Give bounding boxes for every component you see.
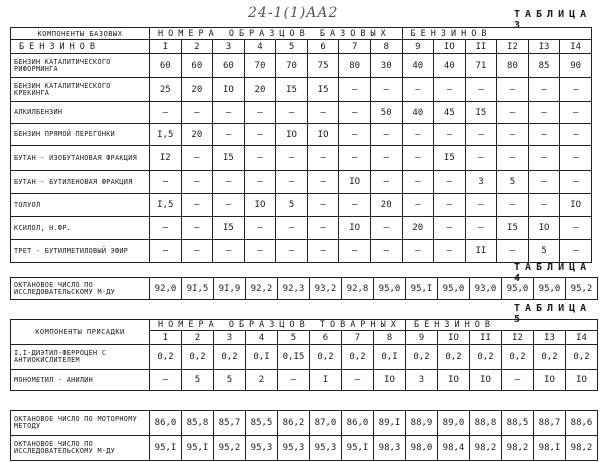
row-label: АЛКИЛБЕНЗИН (11, 102, 150, 124)
value-cell: 5 (276, 194, 308, 217)
sample-number: IO (438, 331, 470, 345)
component-row (11, 102, 592, 124)
value-cell: 92,2 (246, 278, 278, 300)
value-cell: – (150, 370, 182, 391)
value-cell: 98,I (534, 436, 566, 461)
value-cell: – (402, 78, 434, 102)
value-cell: 0,2 (438, 345, 470, 370)
value-cell: 0,2 (502, 345, 534, 370)
additive-components-table (10, 319, 598, 391)
value-cell: I5 (276, 78, 308, 102)
value-cell: 20 (370, 194, 402, 217)
value-cell: 5 (528, 240, 560, 263)
value-cell: – (465, 124, 497, 146)
sample-number: I4 (566, 331, 598, 345)
value-cell: 93,0 (470, 278, 502, 300)
row-label: БУТАН - ИЗОБУТАНОВАЯ ФРАКЦИЯ (11, 146, 150, 171)
value-cell: I2 (150, 146, 182, 171)
sample-number: 2 (182, 331, 214, 345)
sample-numbers-span-header: НОМЕРА ОБРАЗЦОВ БАЗОВЫХ (150, 28, 403, 40)
value-cell: 95,I (182, 436, 214, 461)
column-header-components: КОМПОНЕНТЫ БАЗОВЫХ (11, 28, 150, 40)
sample-number: I2 (497, 40, 529, 54)
sample-numbers-span-header-continued: БЕНЗИНОВ (402, 28, 592, 40)
value-cell: – (402, 171, 434, 194)
value-cell: 0,2 (310, 345, 342, 370)
value-cell: – (560, 217, 592, 240)
sample-number: II (465, 40, 497, 54)
value-cell: 95,0 (438, 278, 470, 300)
value-cell: – (339, 194, 371, 217)
value-cell: – (528, 124, 560, 146)
value-cell: – (528, 78, 560, 102)
row-label: ОКТАНОВОЕ ЧИСЛО ПО ИССЛЕДОВАТЕЛЬСКОМУ М-ДУ (11, 278, 150, 300)
value-cell: 85,8 (182, 411, 214, 436)
value-cell: 95,2 (566, 278, 598, 300)
value-cell: – (434, 124, 466, 146)
value-cell: – (213, 124, 245, 146)
value-cell: 0,2 (566, 345, 598, 370)
sample-number: 4 (244, 40, 276, 54)
value-cell: 88,6 (566, 411, 598, 436)
row-label: ОКТАНОВОЕ ЧИСЛО ПО МОТОРНОМУ МЕТОДУ (11, 411, 150, 436)
value-cell: – (244, 217, 276, 240)
value-cell: 85,5 (246, 411, 278, 436)
sample-number: I3 (534, 331, 566, 345)
value-cell: I (310, 370, 342, 391)
value-cell: – (370, 171, 402, 194)
row-label: ТОЛУОЛ (11, 194, 150, 217)
value-cell: I,5 (150, 124, 182, 146)
component-row (11, 240, 592, 263)
value-cell: – (339, 102, 371, 124)
value-cell: 60 (213, 54, 245, 78)
value-cell: 70 (276, 54, 308, 78)
value-cell: – (213, 102, 245, 124)
value-cell: – (276, 102, 308, 124)
sample-number: 5 (276, 40, 308, 54)
value-cell: 45 (434, 102, 466, 124)
value-cell: 9I,9 (214, 278, 246, 300)
value-cell: IO (374, 370, 406, 391)
value-cell: – (213, 194, 245, 217)
sample-numbers-span-header: НОМЕРА ОБРАЗЦОВ ТОВАРНЫХ (150, 320, 406, 331)
component-row (11, 146, 592, 171)
sample-number: I4 (560, 40, 592, 54)
value-cell: 85,7 (214, 411, 246, 436)
value-cell: – (528, 194, 560, 217)
value-cell: 0,2 (534, 345, 566, 370)
value-cell: I5 (213, 146, 245, 171)
value-cell: – (560, 124, 592, 146)
value-cell: 0,2 (150, 345, 182, 370)
column-header-additives: КОМПОНЕНТЫ ПРИСАДКИ (11, 320, 150, 345)
sample-number: 7 (339, 40, 371, 54)
value-cell: 92,8 (342, 278, 374, 300)
value-cell: – (497, 102, 529, 124)
value-cell: – (244, 124, 276, 146)
value-cell: 92,0 (150, 278, 182, 300)
value-cell: IO (438, 370, 470, 391)
sample-number: 8 (370, 40, 402, 54)
value-cell: 86,0 (150, 411, 182, 436)
value-cell: – (528, 146, 560, 171)
value-cell: – (150, 102, 182, 124)
value-cell: 40 (434, 54, 466, 78)
sample-number: 3 (214, 331, 246, 345)
value-cell: 20 (244, 78, 276, 102)
value-cell: – (244, 146, 276, 171)
value-cell: 60 (181, 54, 213, 78)
value-cell: IO (534, 370, 566, 391)
row-label: БЕНЗИН КАТАЛИТИЧЕСКОГО КРЕКИНГА (11, 78, 150, 102)
value-cell: 60 (150, 54, 182, 78)
commercial-gasoline-octane-table (10, 410, 598, 461)
value-cell: – (497, 124, 529, 146)
value-cell: 0,2 (182, 345, 214, 370)
value-cell: 89,I (374, 411, 406, 436)
value-cell: – (181, 217, 213, 240)
value-cell: 5 (182, 370, 214, 391)
value-cell: IO (470, 370, 502, 391)
sample-number: 6 (310, 331, 342, 345)
table-3-caption: ТАБЛИЦА 5 (514, 303, 592, 325)
value-cell: – (402, 194, 434, 217)
value-cell: 0,I (374, 345, 406, 370)
value-cell: 50 (370, 102, 402, 124)
value-cell: – (370, 217, 402, 240)
value-cell: 98,2 (566, 436, 598, 461)
value-cell: 20 (402, 217, 434, 240)
sample-number: 8 (374, 331, 406, 345)
value-cell: 3 (465, 171, 497, 194)
value-cell: – (181, 102, 213, 124)
value-cell: 75 (307, 54, 339, 78)
value-cell: – (307, 146, 339, 171)
sample-number: I (150, 40, 182, 54)
value-cell: 88,8 (470, 411, 502, 436)
row-label: МОНОМЕТИЛ - АНИЛИН (11, 370, 150, 391)
base-gasoline-octane-table (10, 277, 598, 300)
value-cell: IO (307, 124, 339, 146)
value-cell: 0,I (246, 345, 278, 370)
value-cell: 86,2 (278, 411, 310, 436)
value-cell: 0,I5 (278, 345, 310, 370)
value-cell: 5 (214, 370, 246, 391)
value-cell: – (276, 171, 308, 194)
component-row (11, 217, 592, 240)
value-cell: 20 (181, 124, 213, 146)
value-cell: 5 (497, 171, 529, 194)
value-cell: 0,2 (214, 345, 246, 370)
component-row (11, 171, 592, 194)
value-cell: – (307, 194, 339, 217)
value-cell: 0,2 (342, 345, 374, 370)
value-cell: – (339, 240, 371, 263)
value-cell: 85 (528, 54, 560, 78)
value-cell: – (370, 78, 402, 102)
sample-number: I2 (502, 331, 534, 345)
value-cell: 95,0 (374, 278, 406, 300)
value-cell: – (276, 217, 308, 240)
value-cell: – (465, 217, 497, 240)
number-row (11, 40, 592, 54)
value-cell: – (244, 240, 276, 263)
value-cell: 95,2 (214, 436, 246, 461)
value-cell: I5 (307, 78, 339, 102)
value-cell: – (278, 370, 310, 391)
value-cell: IO (339, 171, 371, 194)
value-cell: – (276, 146, 308, 171)
value-cell: 3 (406, 370, 438, 391)
value-cell: – (402, 146, 434, 171)
value-cell: – (370, 240, 402, 263)
value-cell: IO (560, 194, 592, 217)
value-cell: – (497, 146, 529, 171)
value-cell: 95,I (406, 278, 438, 300)
value-cell: 95,3 (278, 436, 310, 461)
value-cell: – (434, 240, 466, 263)
value-cell: – (560, 102, 592, 124)
component-row (11, 54, 592, 78)
value-cell: – (560, 78, 592, 102)
value-cell: – (213, 171, 245, 194)
value-cell: 98,2 (470, 436, 502, 461)
value-cell: – (402, 124, 434, 146)
value-cell: IO (276, 124, 308, 146)
value-cell: 90 (560, 54, 592, 78)
value-cell: 9I,5 (182, 278, 214, 300)
value-cell: – (276, 240, 308, 263)
value-cell: – (150, 240, 182, 263)
component-row (11, 78, 592, 102)
value-cell: 25 (150, 78, 182, 102)
value-cell: – (434, 194, 466, 217)
value-cell: 2 (246, 370, 278, 391)
sample-number: 9 (406, 331, 438, 345)
value-cell: 71 (465, 54, 497, 78)
value-cell: 30 (370, 54, 402, 78)
value-cell: 80 (339, 54, 371, 78)
sample-number: IO (434, 40, 466, 54)
value-cell: – (244, 171, 276, 194)
value-cell: 98,2 (502, 436, 534, 461)
component-row (11, 124, 592, 146)
value-cell: – (307, 240, 339, 263)
value-cell: 98,4 (438, 436, 470, 461)
value-cell: 92,3 (278, 278, 310, 300)
octane-research-row (11, 278, 598, 300)
value-cell: 88,9 (406, 411, 438, 436)
value-cell: – (307, 171, 339, 194)
value-cell: 20 (181, 78, 213, 102)
sample-number: II (470, 331, 502, 345)
value-cell: – (465, 194, 497, 217)
value-cell: IO (528, 217, 560, 240)
value-cell: – (339, 124, 371, 146)
value-cell: – (370, 146, 402, 171)
value-cell: 95,0 (534, 278, 566, 300)
value-cell: 95,3 (246, 436, 278, 461)
value-cell: 86,0 (342, 411, 374, 436)
octane-row (11, 436, 598, 461)
value-cell: 87,0 (310, 411, 342, 436)
value-cell: – (560, 146, 592, 171)
sample-number: 5 (278, 331, 310, 345)
value-cell: – (307, 102, 339, 124)
sample-numbers-span-header-continued: БЕНЗИНОВ (406, 320, 598, 331)
value-cell: 40 (402, 102, 434, 124)
handwritten-document-number: 24-1(1)AA2 (248, 5, 339, 21)
table-1-caption: ТАБЛИЦА 3 (514, 9, 592, 31)
column-header-gasolines: БЕНЗИНОВ (11, 40, 150, 54)
value-cell: – (339, 78, 371, 102)
value-cell: 98,0 (406, 436, 438, 461)
row-label: КСИЛОЛ, Н.ФР. (11, 217, 150, 240)
row-label: ОКТАНОВОЕ ЧИСЛО ПО ИССЛЕДОВАТЕЛЬСКОМУ М-ДУ (11, 436, 150, 461)
value-cell: – (497, 240, 529, 263)
value-cell: – (434, 78, 466, 102)
value-cell: I5 (434, 146, 466, 171)
value-cell: – (402, 240, 434, 263)
value-cell: – (465, 78, 497, 102)
octane-row (11, 411, 598, 436)
value-cell: – (339, 146, 371, 171)
sample-number: 4 (246, 331, 278, 345)
value-cell: 70 (244, 54, 276, 78)
value-cell: – (150, 217, 182, 240)
sample-number: I3 (528, 40, 560, 54)
value-cell: I5 (497, 217, 529, 240)
sample-number: 3 (213, 40, 245, 54)
value-cell: 95,I (342, 436, 374, 461)
value-cell: 95,3 (310, 436, 342, 461)
value-cell: IO (339, 217, 371, 240)
value-cell: II (465, 240, 497, 263)
row-label: БЕНЗИН ПРЯМОЙ ПЕРЕГОНКИ (11, 124, 150, 146)
sample-number: 6 (307, 40, 339, 54)
value-cell: – (465, 146, 497, 171)
value-cell: 93,2 (310, 278, 342, 300)
value-cell: – (181, 171, 213, 194)
value-cell: – (497, 78, 529, 102)
row-label: БУТАН - БУТИЛЕНОВАЯ ФРАКЦИЯ (11, 171, 150, 194)
value-cell: – (560, 240, 592, 263)
sample-number: 2 (181, 40, 213, 54)
header-row (11, 320, 598, 331)
value-cell: – (342, 370, 374, 391)
row-label: ТРЕТ - БУТИЛМЕТИЛОВЫЙ ЭФИР (11, 240, 150, 263)
value-cell: – (528, 171, 560, 194)
value-cell: 89,0 (438, 411, 470, 436)
additive-row (11, 370, 598, 391)
component-row (11, 194, 592, 217)
value-cell: – (497, 194, 529, 217)
sample-number: 7 (342, 331, 374, 345)
value-cell: 0,2 (470, 345, 502, 370)
base-gasoline-composition-table (10, 27, 592, 263)
sample-number: 9 (402, 40, 434, 54)
value-cell: IO (213, 78, 245, 102)
row-label: I,I-ДИЭТИЛ-ФЕРРОЦЕН С АНТИОКИСЛИТЕЛЕМ (11, 345, 150, 370)
value-cell: – (213, 240, 245, 263)
value-cell: – (560, 171, 592, 194)
value-cell: 80 (497, 54, 529, 78)
value-cell: – (244, 102, 276, 124)
value-cell: I,5 (150, 194, 182, 217)
value-cell: 95,I (150, 436, 182, 461)
additive-row (11, 345, 598, 370)
value-cell: 95,0 (502, 278, 534, 300)
value-cell: IO (244, 194, 276, 217)
value-cell: 88,5 (502, 411, 534, 436)
value-cell: – (502, 370, 534, 391)
value-cell: IO (566, 370, 598, 391)
sample-number: I (150, 331, 182, 345)
header-row (11, 28, 592, 40)
table-2-caption: ТАБЛИЦА 4 (514, 262, 592, 284)
value-cell: – (181, 240, 213, 263)
value-cell: I5 (465, 102, 497, 124)
value-cell: 98,3 (374, 436, 406, 461)
value-cell: – (434, 217, 466, 240)
value-cell: – (434, 171, 466, 194)
value-cell: – (307, 217, 339, 240)
value-cell: – (181, 146, 213, 171)
value-cell: – (150, 171, 182, 194)
value-cell: – (370, 124, 402, 146)
row-label: БЕНЗИН КАТАЛИТИЧЕСКОГО РИФОРМИНГА (11, 54, 150, 78)
value-cell: 88,7 (534, 411, 566, 436)
value-cell: 0,2 (406, 345, 438, 370)
value-cell: 40 (402, 54, 434, 78)
value-cell: – (181, 194, 213, 217)
value-cell: – (528, 102, 560, 124)
value-cell: I5 (213, 217, 245, 240)
